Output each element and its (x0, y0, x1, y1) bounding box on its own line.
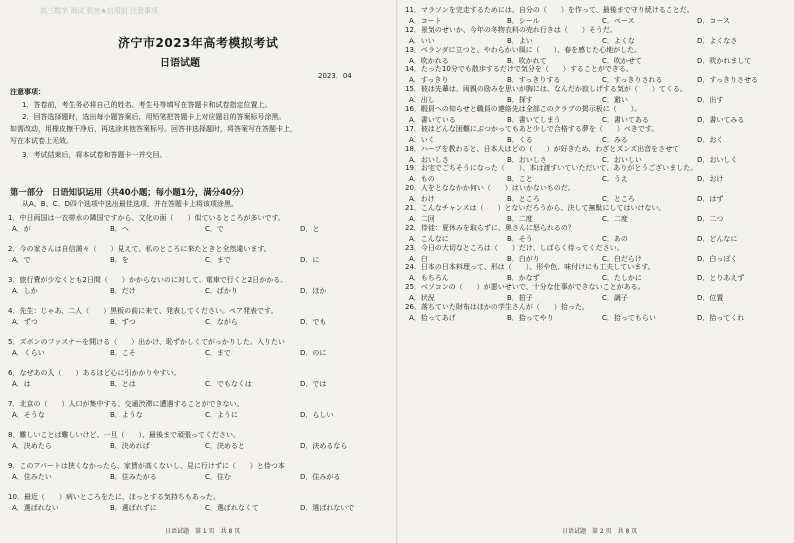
answer-option: A．が (12, 225, 31, 233)
answer-option: A．で (12, 256, 31, 264)
answer-option: C．うえ (602, 175, 628, 184)
answer-option: B．くる (507, 135, 533, 144)
question-text: 25．ベソコンの（ ）が悪いせいで、十分な仕事ができないことがある。 (405, 283, 645, 292)
answer-option: B．シール (507, 17, 540, 25)
answer-option: B．だけ (110, 287, 136, 295)
question-text: 6．なぜあの人（ ）あるほど心に引かかりやすい。 (8, 369, 181, 377)
answer-option: C．ペース (602, 17, 635, 25)
question-text: 18．ハーブを教わると、日本人はどの（ ）が好きため、わざとズンズ出音をさせて (405, 144, 680, 153)
answer-option: B．拍子 (507, 294, 533, 303)
answer-option: C．で (205, 225, 224, 233)
answer-option: A．住みたい (12, 473, 52, 481)
answer-option: B．選ばれずに (110, 504, 157, 512)
notice-line: 写在本试卷上无效。 (10, 137, 73, 145)
answer-option: A．もの (409, 175, 435, 184)
question-text: 16．暇員への知らせと職員の連絡先は全部このクラブの掲示板に（ ）。 (405, 105, 642, 113)
answer-option: C．おいしい (602, 155, 642, 164)
answer-option: A．書いている (409, 116, 456, 124)
answer-option: D．のに (300, 349, 327, 357)
answer-option: C．書いてある (602, 116, 649, 124)
answer-option: B．そう (507, 234, 533, 243)
answer-option: A．すっきり (409, 76, 449, 85)
answer-option: C．よくな (602, 36, 635, 45)
answer-option: C．住む (205, 473, 231, 481)
question-text: 1．中日両国は一衣帯水の隣国ですから、文化の面（ ）似ているところが多いです。 (8, 214, 285, 222)
answer-option: C．選ばれなくて (205, 504, 259, 512)
answer-option: A．白 (409, 254, 428, 263)
answer-option: B．ような (110, 411, 143, 419)
exam-date: 2023．04 (318, 72, 352, 80)
answer-option: D．はず (697, 195, 724, 204)
answer-option: A．二回 (409, 215, 435, 223)
answer-option: A．吹かれる (409, 56, 449, 65)
answer-option: D．出す (697, 96, 724, 105)
notice-line: 1．答卷前，考生务必将自己的姓名、考生号等填写在答题卡和试卷指定位置上。 (22, 101, 272, 109)
answer-option: A．出し (409, 96, 435, 105)
question-text: 8．難しいことは難しいけど、一旦（ ）、最後まで頑張ってください。 (8, 431, 240, 439)
answer-option: A．そうな (12, 411, 45, 419)
question-text: 10．最近（ ）病いところをたに、ほっとする気持ちもあった。 (8, 493, 220, 501)
answer-option: B．拾ってやり (507, 314, 554, 322)
answer-option: D．書いてみる (697, 116, 745, 124)
answer-option: B．二度 (507, 215, 533, 223)
answer-option: D．よくなさ (697, 36, 738, 45)
answer-option: A．コート (409, 17, 442, 25)
answer-option: C．決めると (205, 442, 245, 450)
answer-option: A．ずつ (12, 318, 38, 326)
answer-option: C．二度 (602, 215, 628, 223)
answer-option: A．拾ってあげ (409, 314, 456, 322)
answer-option: B．探す (507, 96, 533, 105)
answer-option: C．拾ってもらい (602, 314, 656, 322)
answer-option: B．とは (110, 380, 136, 388)
question-text: 20．人をとななかか何い（ ）はいかないものだ。 (405, 184, 575, 193)
answer-option: C．ばかり (205, 287, 238, 295)
notice-line: 3．考试结束后，将本试卷和答题卡一并交回。 (22, 151, 167, 159)
answer-option: B．こそ (110, 349, 136, 357)
answer-option: A．いい (409, 36, 435, 45)
question-text: 15．彼は先輩は、両親の励みを思いが胸には、なんだか寂しげする気が（ ）てくる。 (405, 85, 687, 94)
answer-option: D．では (300, 380, 327, 388)
exam-title: 济宁市2023年高考模拟考试 (118, 36, 279, 50)
answer-option: A．は (12, 380, 31, 388)
answer-option: B．決めれば (110, 442, 150, 450)
page-footer: 日语试题 第 2 页 共 8 页 (562, 528, 638, 535)
answer-option: D．選ばれないで (300, 504, 355, 512)
notice-line: 如需改动，用橡皮擦干净后，再选涂其他答案标号。回答非选择题时，将答案写在答题卡上， (10, 125, 297, 133)
answer-option: A．こんなに (409, 234, 449, 243)
question-text: 22．侍徒：夏休みを取らずに、奥さんに怒られるの？ (405, 223, 575, 232)
answer-option: B．こと (507, 175, 533, 184)
answer-option: C．ながら (205, 318, 238, 326)
answer-option: B．よい (507, 36, 533, 45)
question-text: 21．こんなチャンスは（ ）とないだろうから、決して無駄にしてはいけない。 (405, 204, 666, 212)
answer-option: C．調子 (602, 294, 628, 303)
section-instruction: 从A、B、C、D四个选项中选出最佳选项，并在答题卡上将该项涂黑。 (22, 200, 238, 208)
answer-option: A．おいしさ (409, 155, 449, 164)
answer-option: D．ほか (300, 287, 327, 295)
answer-option: C．白だらけ (602, 254, 642, 263)
question-text: 5．ズボンのファスナーを開ける（ ）出かけ、恥ずかしくてがっかりした。入りたい (8, 338, 285, 346)
answer-option: C．ように (205, 411, 238, 419)
question-text: 26．落ちていた財布はほかの学生さんが（ ）拾った。 (405, 303, 589, 311)
question-text: 9．このアパートは狭くなかったら、家賃が高くないし、見に行けずに（ ）と侍つ本 (8, 462, 285, 470)
question-text: 2．今の家さんは自信満々（ ）見えて、私のところに来たときと全然違います。 (8, 245, 271, 253)
question-text: 19．お宅でごちそうになった（ ）、本は渡すいていただいて、ありがとうございました。 (405, 164, 698, 173)
question-text: 23．今日の大切なところは（ ）だけ、しばらく待ってください。 (405, 243, 624, 252)
answer-option: C．避い (602, 96, 628, 105)
question-text: 3．旅行費が少なくとも2日間（ ）かからないのに対して、電車で行くと2日かかる。 (8, 276, 288, 284)
answer-option: A．選ばれない (12, 504, 59, 512)
question-text: 24．日本の日本料理って、形は（ ）、形や色、味付けにも工夫しています。 (405, 263, 655, 272)
answer-option: D．白っぽく (697, 254, 738, 263)
answer-option: B．吹かれて (507, 56, 547, 65)
answer-option: D．決めるなら (300, 442, 348, 450)
answer-option: C．まで (205, 349, 231, 357)
exam-page-right (397, 0, 794, 543)
question-text: 12．景気のせいか、今年の冬物衣料の売れ行きは（ ）そうだ。 (405, 25, 617, 34)
answer-option: A．しか (12, 287, 38, 295)
answer-option: D．おいしく (697, 155, 738, 164)
answer-option: B．ところ (507, 195, 540, 204)
answer-option: C．でもなくは (205, 380, 252, 388)
answer-option: D．でも (300, 318, 327, 326)
answer-option: D．拾ってくれ (697, 314, 745, 322)
answer-option: D．おく (697, 135, 724, 144)
answer-option: D．位置 (697, 294, 724, 303)
answer-option: D．どんなに (697, 234, 738, 243)
answer-option: B．おいしさ (507, 155, 547, 164)
answer-option: A．決めたら (12, 442, 52, 450)
exam-subtitle: 日语试题 (160, 58, 200, 69)
question-text: 7．北京の（ ）人口が集中する、交通渋滞に遭遇することができない。 (8, 400, 244, 408)
question-text: 4．先生：じゃあ、二人（ ）黒板の前に来て、発表してください。ペア発表です。 (8, 307, 278, 315)
bleed-through-text: 高三数学 测试 机密★启用前 注意事项 (40, 7, 158, 15)
answer-option: C．すっきりされる (602, 76, 663, 85)
answer-option: B．書いてしまう (507, 116, 561, 124)
answer-option: A．もちろん (409, 274, 449, 283)
answer-option: C．あの (602, 234, 628, 243)
answer-option: A．わけ (409, 195, 435, 204)
question-text: 13．ベランダに立つと、やわらかい風に（ ）、春を感じた心地がした。 (405, 45, 642, 54)
answer-option: B．を (110, 256, 129, 264)
answer-option: D．すっきりさせる (697, 76, 758, 85)
answer-option: D．に (300, 256, 320, 264)
answer-option: D．おけ (697, 175, 724, 184)
answer-option: D．二つ (697, 215, 724, 223)
answer-option: D．らしい (300, 411, 334, 419)
notice-line: 2．回答选择题时，选出每小题答案后，用铅笔把答题卡上对应题目的答案标号涂黑。 (22, 113, 286, 121)
notice-heading: 注意事项： (10, 88, 45, 96)
answer-option: A．くらい (12, 349, 45, 357)
answer-option: D．コース (697, 17, 731, 25)
answer-option: C．まで (205, 256, 231, 264)
answer-option: C．ところ (602, 195, 635, 204)
answer-option: D．住みがる (300, 473, 341, 481)
question-text: 11．マラソンを完走するためには、自分の（ ）を作って、最後まで守り続けることだ。 (405, 6, 694, 14)
answer-option: C．みる (602, 135, 628, 144)
answer-option: B．ずつ (110, 318, 136, 326)
question-text: 14．たった10分でも散歩するだけで気分を（ ）することができる。 (405, 65, 633, 74)
answer-option: D．と (300, 225, 320, 233)
answer-option: C．たしかに (602, 274, 642, 283)
answer-option: D．吹かれまして (697, 56, 752, 65)
answer-option: D．とりあえず (697, 274, 745, 283)
answer-option: C．吹かせて (602, 56, 642, 65)
question-text: 17．彼はどんな困難にぶつかってもあと少しで合格する夢を（ ）べきです。 (405, 124, 659, 133)
answer-option: B．へ (110, 225, 129, 233)
page-footer: 日语试题 第 1 页 共 8 页 (165, 528, 241, 535)
section-title: 第一部分 日语知识运用（共40小题；每小题1分，满分40分） (10, 187, 249, 197)
answer-option: B．すっきりする (507, 76, 561, 85)
answer-option: B．白がり (507, 254, 540, 263)
answer-option: A．状況 (409, 294, 435, 303)
answer-option: A．いく (409, 135, 435, 144)
answer-option: B．住みたがる (110, 473, 157, 481)
answer-option: B．かなず (507, 274, 540, 283)
